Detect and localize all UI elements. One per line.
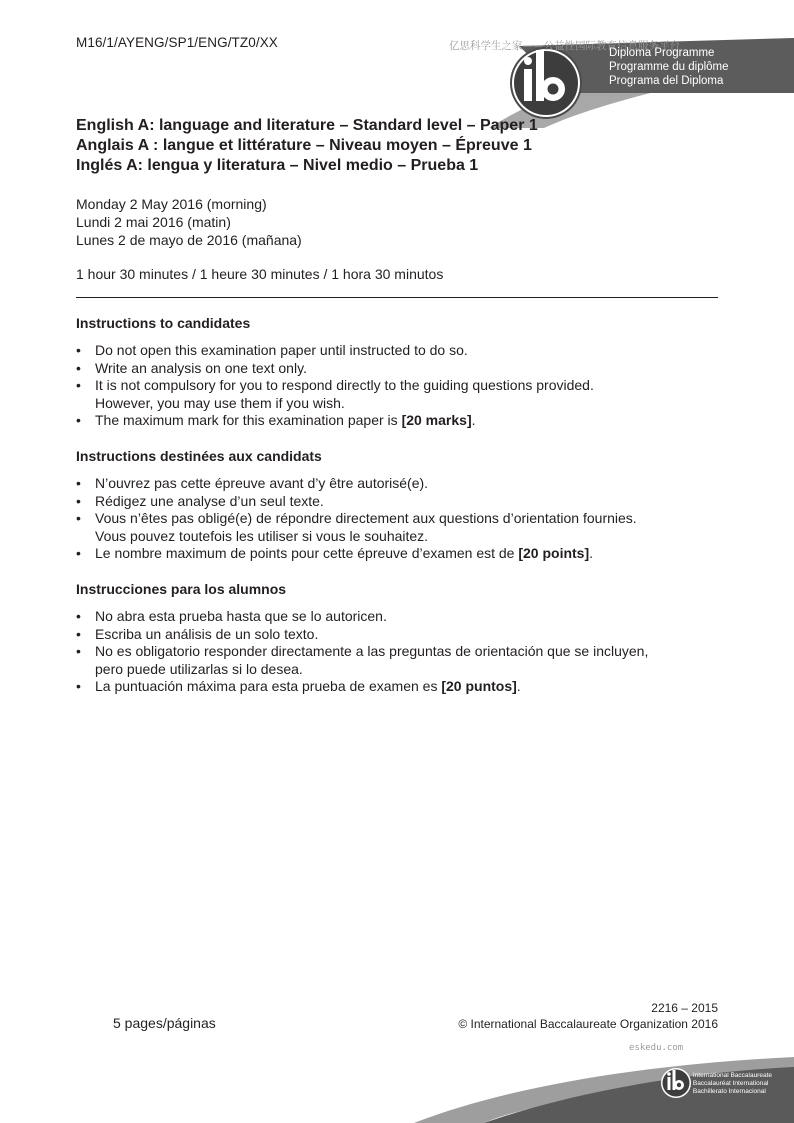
ib-diploma-banner	[449, 38, 794, 128]
list-item: • No abra esta prueba hasta que se lo autoricen.	[76, 608, 387, 624]
section-heading: Instructions destinées aux candidats	[76, 448, 322, 464]
bullet-icon: •	[76, 412, 81, 428]
list-item: • Escriba un análisis de un solo texto.	[76, 625, 319, 642]
bullet-icon: •	[76, 475, 81, 491]
exam-duration: 1 hour 30 minutes / 1 heure 30 minutes / 1 hora 30 minutos	[76, 266, 444, 282]
programme-fr: Programme du diplôme	[609, 61, 729, 73]
instruction-list	[76, 342, 726, 430]
max-marks: [20 marks]	[401, 412, 472, 428]
instructions-es	[76, 581, 726, 696]
org-fr: Baccalauréat International	[692, 1079, 769, 1087]
title-fr: Anglais A : langue et littérature – Niveau moyen – Épreuve 1	[76, 137, 532, 154]
top-watermark: 亿思科学生之家——公益性国际教育信息服务平台	[449, 40, 680, 52]
bullet-icon: •	[76, 608, 81, 624]
list-item: • Write an analysis on one text only.	[76, 359, 307, 376]
bullet-icon: •	[76, 678, 81, 694]
programme-es: Programa del Diploma	[609, 75, 724, 87]
ib-footer-banner	[414, 1043, 794, 1123]
list-item: • The maximum mark for this examination paper is [20 marks].	[76, 412, 476, 428]
org-en: International Baccalaureate	[692, 1072, 772, 1079]
page-count: 5 pages/páginas	[113, 1015, 216, 1031]
ib-logo-icon	[510, 47, 582, 119]
list-item: • No es obligatorio responder directamente a las preguntas de orientación que se incluyen, pero puede utilizarlas si lo desea.	[76, 643, 649, 677]
footer-watermark: eskedu.com	[629, 1043, 684, 1053]
footer-paper-code: 2216 – 2015	[651, 1001, 718, 1015]
bullet-icon: •	[76, 342, 81, 358]
list-item: • Rédigez une analyse d’un seul texte.	[76, 492, 324, 509]
bullet-icon: •	[76, 359, 81, 376]
ib-logo-icon	[661, 1068, 691, 1098]
list-item: • Vous n’êtes pas obligé(e) de répondre directement aux questions d’orientation fournies. Vous pouvez toutefois les utiliser si vous le souhaitez.	[76, 510, 637, 544]
paper-code: M16/1/AYENG/SP1/ENG/TZ0/XX	[76, 35, 278, 50]
section-heading: Instructions to candidates	[76, 315, 251, 331]
exam-dates	[76, 195, 302, 249]
instructions-fr	[76, 448, 726, 563]
programme-names	[609, 46, 729, 88]
list-item: • It is not compulsory for you to respond directly to the guiding questions provided. However, you may use them if you wish.	[76, 377, 594, 411]
max-marks: [20 puntos]	[441, 678, 517, 694]
date-fr: Lundi 2 mai 2016 (matin)	[76, 214, 231, 230]
exam-titles	[76, 116, 538, 176]
instructions-en	[76, 315, 726, 430]
bullet-icon: •	[76, 492, 81, 509]
list-item: • La puntuación máxima para esta prueba de examen es [20 puntos].	[76, 678, 521, 694]
org-es: Bachillerato Internacional	[692, 1087, 766, 1095]
bullet-icon: •	[76, 625, 81, 642]
title-en: English A: language and literature – Standard level – Paper 1	[76, 117, 538, 134]
max-marks: [20 points]	[518, 545, 590, 561]
copyright: © International Baccalaureate Organization 2016	[458, 1017, 718, 1031]
programme-en: Diploma Programme	[609, 47, 715, 59]
instruction-list	[76, 475, 726, 563]
title-es: Inglés A: lengua y literatura – Nivel medio – Prueba 1	[76, 157, 479, 174]
instruction-list	[76, 608, 726, 696]
bullet-icon: •	[76, 377, 81, 393]
bullet-icon: •	[76, 545, 81, 561]
list-item: • Do not open this examination paper until instructed to do so.	[76, 342, 468, 358]
list-item: • Le nombre maximum de points pour cette épreuve d’examen est de [20 points].	[76, 545, 594, 561]
bullet-icon: •	[76, 510, 81, 526]
list-item: • N’ouvrez pas cette épreuve avant d’y être autorisé(e).	[76, 475, 429, 491]
organization-names	[693, 1072, 772, 1095]
date-en: Monday 2 May 2016 (morning)	[76, 196, 267, 212]
bullet-icon: •	[76, 643, 81, 659]
section-heading: Instrucciones para los alumnos	[76, 581, 287, 597]
date-es: Lunes 2 de mayo de 2016 (mañana)	[76, 232, 302, 248]
divider	[76, 297, 718, 298]
